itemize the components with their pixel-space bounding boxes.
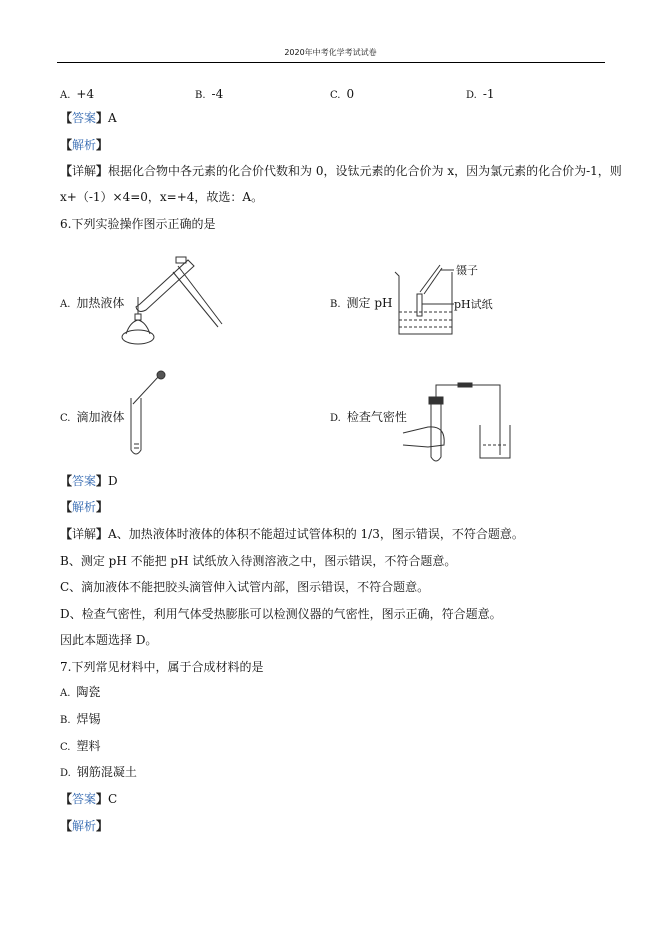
- answer-label: 答案: [72, 111, 97, 125]
- q5-option-b: [195, 87, 223, 101]
- option-text: 陶瓷: [76, 685, 101, 699]
- answer-label: 答案: [72, 474, 97, 488]
- q6-option-a: [60, 294, 124, 311]
- option-text: +4: [76, 87, 95, 101]
- detail-label: 详解: [72, 164, 97, 178]
- q7-answer: 【答案】C: [60, 792, 118, 806]
- q6-analysis: 【解析】: [60, 500, 109, 514]
- airtightness-check-figure: [398, 375, 528, 465]
- option-text: 0: [346, 87, 355, 101]
- option-key: B.: [330, 299, 341, 310]
- q7-analysis: 【解析】: [60, 819, 109, 833]
- option-text: 钢筋混凝土: [76, 765, 137, 779]
- q5-detail-1: 【详解】根据化合物中各元素的化合价代数和为 0，设钛元素的化合价为 x，因为氯元素的化合价为-1，则: [60, 164, 622, 178]
- option-key: B.: [195, 90, 206, 101]
- answer-value: D: [108, 474, 118, 488]
- q5-option-c: [330, 87, 354, 101]
- detail-text: A、加热液体时液体的体积不能超过试管体积的 1/3，图示错误，不符合题意。: [108, 527, 524, 541]
- option-key: C.: [60, 413, 71, 424]
- option-key: B.: [60, 715, 71, 726]
- q6-option-c: [60, 408, 125, 425]
- option-key: C.: [330, 90, 341, 101]
- detail-label: 详解: [72, 527, 97, 541]
- q6-option-d: [330, 408, 407, 425]
- option-key: A.: [60, 688, 71, 699]
- heating-liquid-figure: [118, 252, 228, 352]
- option-text: 加热液体: [76, 296, 125, 310]
- analysis-label: 解析: [72, 819, 97, 833]
- option-text: 检查气密性: [346, 410, 407, 424]
- q6-answer: 【答案】D: [60, 474, 118, 488]
- q7-option-c: [60, 739, 101, 755]
- ph-test-figure: [392, 262, 502, 337]
- analysis-label: 解析: [72, 500, 97, 514]
- q5-detail-2: x+（-1）×4=0，x=+4，故选：A。: [60, 190, 264, 204]
- q5-option-a: [60, 87, 94, 101]
- q5-analysis: 【解析】: [60, 138, 109, 152]
- option-key: C.: [60, 742, 71, 753]
- option-key: D.: [60, 768, 71, 779]
- q6-conclusion: 因此本题选择 D。: [60, 633, 158, 647]
- q5-option-d: [466, 87, 495, 101]
- header-rule: [57, 62, 605, 63]
- q6-detail-c: C、滴加液体不能把胶头滴管伸入试管内部，图示错误，不符合题意。: [60, 580, 430, 594]
- q7-option-b: [60, 712, 101, 728]
- answer-label: 答案: [72, 792, 97, 806]
- option-text: 焊锡: [76, 712, 101, 726]
- option-text: 滴加液体: [76, 410, 125, 424]
- option-key: A.: [60, 90, 71, 101]
- q7-question: 7.下列常见材料中，属于合成材料的是: [60, 660, 264, 674]
- detail-text: 根据化合物中各元素的化合价代数和为 0，设钛元素的化合价为 x，因为氯元素的化合价为-1，则: [108, 164, 622, 178]
- page-header: 2020年中考化学考试试卷: [284, 48, 377, 57]
- q6-detail-b: B、测定 pH 不能把 pH 试纸放入待测溶液之中，图示错误，不符合题意。: [60, 554, 457, 568]
- q6-question: 6.下列实验操作图示正确的是: [60, 217, 216, 231]
- option-key: D.: [466, 90, 477, 101]
- option-text: -1: [482, 87, 495, 101]
- option-text: 塑料: [76, 739, 101, 753]
- option-text: 测定 pH: [346, 296, 393, 310]
- answer-value: C: [108, 792, 118, 806]
- option-text: -4: [211, 87, 224, 101]
- dropping-liquid-figure: [125, 370, 175, 460]
- q6-option-b: [330, 294, 393, 311]
- q6-detail-d: D、检查气密性，利用气体受热膨胀可以检测仪器的气密性，图示正确，符合题意。: [60, 607, 502, 621]
- tweezers-label: 镊子: [456, 264, 478, 277]
- q7-option-a: [60, 685, 100, 701]
- ph-paper-label: pH试纸: [454, 298, 493, 311]
- option-key: D.: [330, 413, 341, 424]
- analysis-label: 解析: [72, 138, 97, 152]
- q7-option-d: [60, 765, 137, 781]
- q5-answer: 【答案】A: [60, 111, 117, 125]
- answer-value: A: [108, 111, 117, 125]
- q6-detail-a: 【详解】A、加热液体时液体的体积不能超过试管体积的 1/3，图示错误，不符合题意。: [60, 527, 524, 541]
- option-key: A.: [60, 299, 71, 310]
